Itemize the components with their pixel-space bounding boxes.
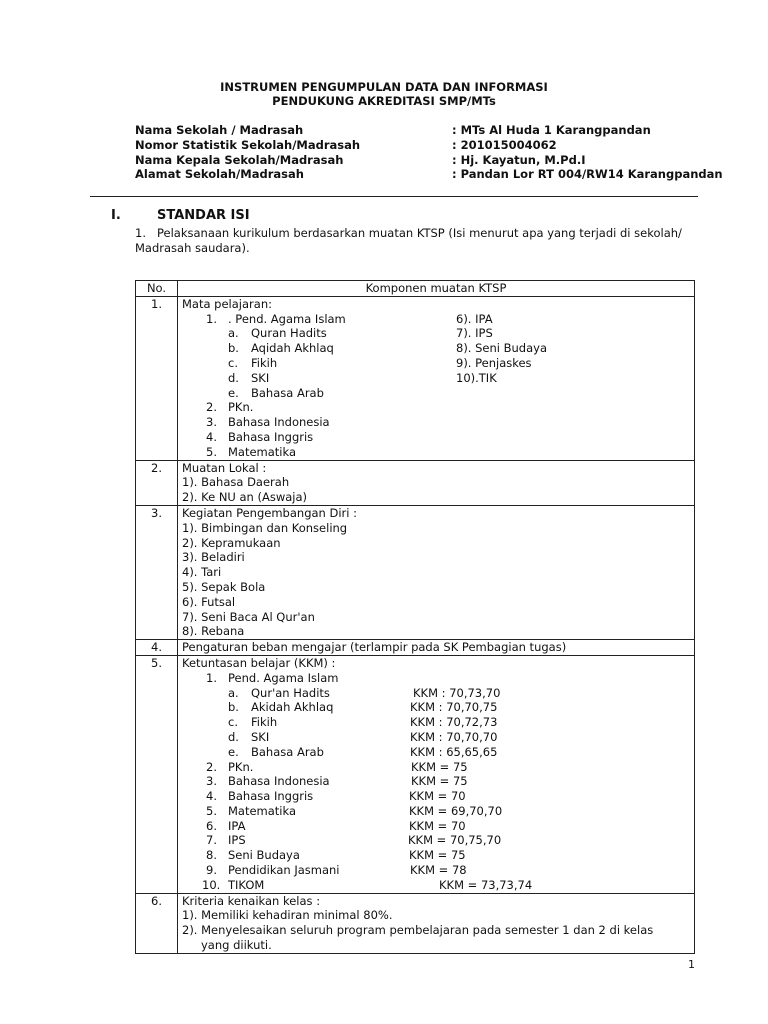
content-line bbox=[182, 550, 690, 565]
line-text: KKM : 65,65,65 bbox=[410, 744, 498, 759]
content-line bbox=[182, 400, 690, 415]
intro-line: Pelaksanaan kurikulum berdasarkan muatan KTSP (Isi menurut apa yang terjadi di sekolah/ bbox=[157, 226, 682, 240]
line-text: Fikih bbox=[251, 715, 278, 730]
line-text: 8). Seni Budaya bbox=[456, 341, 548, 356]
intro-item-number: 1. bbox=[135, 226, 146, 240]
line-text: d. bbox=[228, 370, 239, 385]
ktsp-table bbox=[135, 280, 695, 954]
content-line bbox=[182, 848, 690, 863]
line-text: 4). Tari bbox=[182, 565, 222, 580]
content-line bbox=[182, 760, 690, 775]
content-line bbox=[182, 804, 690, 819]
line-text: 6). IPA bbox=[456, 311, 493, 326]
school-info-row bbox=[135, 123, 705, 138]
line-text: 2. bbox=[206, 759, 217, 774]
line-text: 6). Futsal bbox=[182, 594, 236, 609]
line-text: PKn. bbox=[228, 400, 254, 415]
content-line bbox=[182, 671, 690, 686]
line-text: Muatan Lokal : bbox=[182, 460, 267, 475]
content-line bbox=[182, 656, 690, 671]
line-text: 9). Penjaskes bbox=[456, 355, 532, 370]
horizontal-divider bbox=[90, 196, 698, 197]
table-row bbox=[136, 296, 695, 460]
row-number: 2. bbox=[136, 460, 178, 505]
line-text: 9. bbox=[206, 863, 217, 878]
line-text: KKM = 70,75,70 bbox=[408, 833, 502, 848]
line-text: Aqidah Akhlaq bbox=[251, 341, 334, 356]
line-text: Pend. Agama Islam bbox=[228, 670, 339, 685]
line-text: b. bbox=[228, 700, 239, 715]
line-text: Bahasa Inggris bbox=[228, 789, 314, 804]
line-text: KKM : 70,70,70 bbox=[410, 729, 498, 744]
line-text: TIKOM bbox=[228, 877, 265, 892]
document-title-line2: PENDUKUNG AKREDITASI SMP/MTs bbox=[272, 94, 496, 108]
content-line bbox=[182, 565, 690, 580]
info-value: : Hj. Kayatun, M.Pd.I bbox=[452, 152, 586, 167]
content-line bbox=[182, 297, 690, 312]
line-text: Qur'an Hadits bbox=[251, 685, 330, 700]
line-text: 2. bbox=[206, 400, 217, 415]
content-line bbox=[182, 833, 690, 848]
content-line bbox=[182, 819, 690, 834]
section-number: I. bbox=[111, 208, 121, 223]
content-line bbox=[182, 475, 690, 490]
line-text: 1. bbox=[206, 670, 217, 685]
line-text: c. bbox=[228, 355, 238, 370]
line-text: Bahasa Arab bbox=[251, 385, 324, 400]
content-line bbox=[182, 624, 690, 639]
school-info-row bbox=[135, 153, 705, 168]
line-text: 5. bbox=[206, 803, 217, 818]
content-line bbox=[182, 356, 690, 371]
column-header-component: Komponen muatan KTSP bbox=[178, 281, 695, 297]
line-text: Kriteria kenaikan kelas : bbox=[182, 893, 321, 908]
content-line bbox=[182, 506, 690, 521]
line-text: Pengaturan beban mengajar (terlampir pada SK Pembagian tugas) bbox=[182, 640, 567, 655]
content-line bbox=[182, 386, 690, 401]
line-text: Fikih bbox=[251, 355, 278, 370]
line-text: Ketuntasan belajar (KKM) : bbox=[182, 655, 336, 670]
line-text: 8). Rebana bbox=[182, 624, 245, 639]
line-text: Bahasa Indonesia bbox=[228, 774, 330, 789]
school-info-row bbox=[135, 167, 723, 182]
content-line bbox=[182, 595, 690, 610]
content-line bbox=[182, 610, 690, 625]
line-text: e. bbox=[228, 744, 239, 759]
line-text: KKM = 70 bbox=[409, 818, 466, 833]
content-line bbox=[182, 923, 690, 938]
intro-paragraph bbox=[135, 226, 695, 256]
line-text: KKM : 70,73,70 bbox=[413, 685, 501, 700]
line-text: SKI bbox=[251, 370, 270, 385]
content-line bbox=[182, 878, 690, 893]
line-text: Seni Budaya bbox=[228, 848, 300, 863]
content-line bbox=[182, 445, 690, 460]
info-label: Nama Kepala Sekolah/Madrasah bbox=[135, 152, 344, 167]
table-row bbox=[136, 460, 695, 505]
content-line bbox=[182, 908, 690, 923]
content-line bbox=[182, 640, 690, 655]
line-text: 7). Seni Baca Al Qur'an bbox=[182, 609, 315, 624]
content-line bbox=[182, 326, 690, 341]
line-text: KKM : 70,72,73 bbox=[410, 715, 498, 730]
line-text: 1). Bimbingan dan Konseling bbox=[182, 520, 348, 535]
column-header-no: No. bbox=[136, 281, 178, 297]
row-content bbox=[178, 655, 695, 893]
line-text: Bahasa Inggris bbox=[228, 429, 314, 444]
line-text: 6. bbox=[206, 818, 217, 833]
content-line bbox=[182, 490, 690, 505]
line-text: 3. bbox=[206, 415, 217, 430]
content-line bbox=[182, 371, 690, 386]
content-line bbox=[182, 461, 690, 476]
content-line bbox=[182, 938, 690, 953]
line-text: 3). Beladiri bbox=[182, 550, 245, 565]
content-line bbox=[182, 715, 690, 730]
line-text: e. bbox=[228, 385, 239, 400]
line-text: IPS bbox=[228, 833, 246, 848]
line-text: Matematika bbox=[228, 444, 297, 459]
line-text: 2). Ke NU an (Aswaja) bbox=[182, 490, 308, 505]
line-text: IPA bbox=[228, 818, 246, 833]
content-line bbox=[182, 536, 690, 551]
line-text: Pendidikan Jasmani bbox=[228, 863, 340, 878]
content-line bbox=[182, 341, 690, 356]
row-number: 1. bbox=[136, 296, 178, 460]
line-text: Bahasa Indonesia bbox=[228, 415, 330, 430]
row-number: 5. bbox=[136, 655, 178, 893]
line-text: Akidah Akhlaq bbox=[251, 700, 334, 715]
info-label: Nama Sekolah / Madrasah bbox=[135, 123, 304, 137]
line-text: Mata pelajaran: bbox=[182, 296, 272, 311]
table-header-row bbox=[136, 281, 695, 297]
line-text: 2). Menyelesaikan seluruh program pembelajaran pada semester 1 dan 2 di kelas bbox=[182, 923, 654, 938]
line-text: Quran Hadits bbox=[251, 326, 327, 341]
info-value: : MTs Al Huda 1 Karangpandan bbox=[452, 123, 651, 137]
content-line bbox=[182, 686, 690, 701]
info-value: : 201015004062 bbox=[452, 137, 557, 152]
row-number: 4. bbox=[136, 640, 178, 656]
line-text: KKM = 70 bbox=[409, 789, 466, 804]
line-text: 4. bbox=[206, 789, 217, 804]
table-row bbox=[136, 640, 695, 656]
line-text: KKM = 73,73,74 bbox=[439, 877, 533, 892]
line-text: . Pend. Agama Islam bbox=[228, 311, 346, 326]
line-text: a. bbox=[228, 685, 239, 700]
line-text: 5. bbox=[206, 444, 217, 459]
row-number: 3. bbox=[136, 505, 178, 639]
line-text: 8. bbox=[206, 848, 217, 863]
line-text: KKM = 78 bbox=[410, 863, 467, 878]
line-text: KKM : 70,70,75 bbox=[410, 700, 498, 715]
line-text: KKM = 75 bbox=[411, 774, 468, 789]
row-content bbox=[178, 893, 695, 953]
line-text: PKn. bbox=[228, 759, 254, 774]
content-line bbox=[182, 774, 690, 789]
info-value: : Pandan Lor RT 004/RW14 Karangpandan bbox=[452, 167, 723, 182]
line-text: 1. bbox=[206, 311, 217, 326]
row-content bbox=[178, 640, 695, 656]
content-line bbox=[182, 312, 690, 327]
table-row bbox=[136, 893, 695, 953]
intro-line: Madrasah saudara). bbox=[135, 240, 250, 255]
line-text: Matematika bbox=[228, 803, 297, 818]
line-text: SKI bbox=[251, 729, 270, 744]
info-label: Alamat Sekolah/Madrasah bbox=[135, 167, 304, 182]
content-line bbox=[182, 700, 690, 715]
document-title-line1: INSTRUMEN PENGUMPULAN DATA DAN INFORMASI bbox=[220, 80, 548, 94]
table-row bbox=[136, 505, 695, 639]
row-content bbox=[178, 460, 695, 505]
school-info bbox=[135, 123, 723, 182]
content-line bbox=[182, 430, 690, 445]
school-info-row bbox=[135, 138, 705, 153]
line-text: Bahasa Arab bbox=[251, 744, 324, 759]
line-text: 7. bbox=[206, 833, 217, 848]
line-text: 10).TIK bbox=[456, 370, 497, 385]
line-text: 10. bbox=[202, 877, 221, 892]
content-line bbox=[182, 863, 690, 878]
line-text: 2). Kepramukaan bbox=[182, 535, 281, 550]
line-text: 7). IPS bbox=[456, 326, 493, 341]
content-line bbox=[182, 521, 690, 536]
table-row bbox=[136, 655, 695, 893]
line-text: KKM = 75 bbox=[411, 759, 468, 774]
line-text: KKM = 69,70,70 bbox=[409, 803, 503, 818]
page-number: 1 bbox=[688, 958, 695, 971]
row-content bbox=[178, 505, 695, 639]
line-text: c. bbox=[228, 715, 238, 730]
line-text: 1). Memiliki kehadiran minimal 80%. bbox=[182, 908, 393, 923]
info-label: Nomor Statistik Sekolah/Madrasah bbox=[135, 137, 361, 152]
content-line bbox=[182, 789, 690, 804]
content-line bbox=[182, 415, 690, 430]
row-content bbox=[178, 296, 695, 460]
content-line bbox=[182, 745, 690, 760]
line-text: 4. bbox=[206, 429, 217, 444]
line-text: yang diikuti. bbox=[201, 938, 272, 953]
line-text: a. bbox=[228, 326, 239, 341]
content-line bbox=[182, 894, 690, 909]
line-text: Kegiatan Pengembangan Diri : bbox=[182, 505, 357, 520]
content-line bbox=[182, 730, 690, 745]
line-text: KKM = 75 bbox=[409, 848, 466, 863]
line-text: d. bbox=[228, 729, 239, 744]
content-line bbox=[182, 580, 690, 595]
section-title: STANDAR ISI bbox=[157, 208, 250, 223]
line-text: 3. bbox=[206, 774, 217, 789]
line-text: 5). Sepak Bola bbox=[182, 579, 266, 594]
line-text: 1). Bahasa Daerah bbox=[182, 475, 290, 490]
line-text: b. bbox=[228, 341, 239, 356]
row-number: 6. bbox=[136, 893, 178, 953]
